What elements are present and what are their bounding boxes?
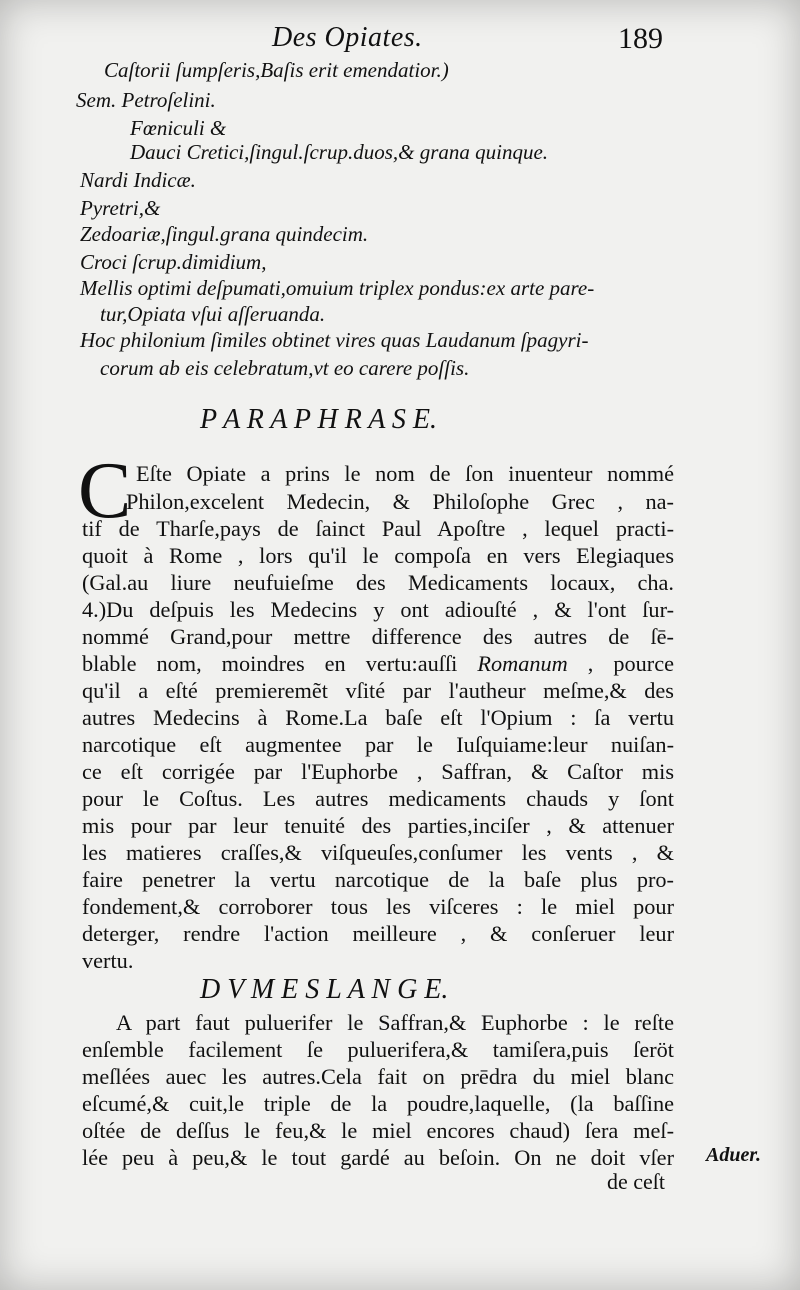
body-line: quoit à Rome , lors qu'il le compoſa en vers Elegiaques	[82, 543, 674, 568]
body-line: pour le Coſtus. Les autres medicaments chauds y ſont	[82, 786, 674, 811]
recipe-line: Sem. Petroſelini.	[76, 88, 216, 112]
body-line: 4.)Du deſpuis les Medecins y ont adiouſté , & l'ont ſur-	[82, 597, 674, 622]
body-line: qu'il a eſté premieremẽt vſité par l'autheur meſme,& des	[82, 678, 674, 703]
body-line: meſlées auec les autres.Cela fait on prēdra du miel blanc	[82, 1064, 674, 1089]
recipe-line: Zedoariæ,ſingul.grana quindecim.	[80, 222, 369, 246]
margin-note: Aduer.	[706, 1144, 762, 1166]
body-line: nommé Grand,pour mettre difference des autres de ſē-	[82, 624, 674, 649]
recipe-line: Dauci Cretici,ſingul.ſcrup.duos,& grana quinque.	[130, 140, 549, 164]
recipe-line: tur,Opiata vſui aſſeruanda.	[100, 302, 326, 326]
body-line: eſcumé,& cuit,le triple de la poudre,laquelle, (la baſſine	[82, 1091, 674, 1116]
body-line: deterger, rendre l'action meilleure , & conſeruer leur	[82, 921, 674, 946]
recipe-line: Fœniculi &	[130, 116, 227, 140]
body-line: tif de Tharſe,pays de ſainct Paul Apoſtre , lequel practi-	[82, 516, 674, 541]
recipe-line: Nardi Indicæ.	[80, 168, 196, 192]
page-number: 189	[618, 22, 663, 55]
running-header: Des Opiates.	[272, 22, 423, 53]
recipe-line: Croci ſcrup.dimidium,	[80, 250, 267, 274]
body-line: A part faut puluerifer le Saffran,& Euphorbe : le reſte	[116, 1010, 674, 1035]
paraphrase-heading: P A R A P H R A S E.	[200, 404, 438, 435]
body-text: , pource	[587, 651, 674, 676]
body-line: lée peu à peu,& le tout gardé au beſoin. On ne doit vſer	[82, 1145, 674, 1170]
body-line: mis pour par leur tenuité des parties,inciſer , & attenuer	[82, 813, 674, 838]
body-line: autres Medecins à Rome.La baſe eſt l'Opium : ſa vertu	[82, 705, 674, 730]
body-line: ce eſt corrigée par l'Euphorbe , Saffran, & Caſtor mis	[82, 759, 674, 784]
latin-term: Romanum	[477, 651, 568, 676]
body-line: vertu.	[82, 948, 134, 973]
recipe-line: corum ab eis celebratum,vt eo carere poſſis.	[100, 356, 470, 380]
body-line: Eſte Opiate a prins le nom de ſon inuenteur nommé	[136, 461, 674, 486]
recipe-line: Hoc philonium ſimiles obtinet vires quas Laudanum ſpagyri-	[80, 328, 589, 352]
body-text: blable nom, moindres en vertu:auſſi	[82, 651, 458, 676]
catchword: de ceſt	[607, 1169, 666, 1194]
body-line	[82, 650, 674, 677]
body-line: faire penetrer la vertu narcotique de la baſe plus pro-	[82, 867, 674, 892]
body-line: oſtée de deſſus le feu,& le miel encores chaud) ſera meſ-	[82, 1118, 674, 1143]
body-line: enſemble facilement ſe puluerifera,& tamiſera,puis ſeröt	[82, 1037, 674, 1062]
body-line: (Gal.au liure neufuieſme des Medicaments locaux, cha.	[82, 570, 674, 595]
body-line: fondement,& corroborer tous les viſceres : le miel pour	[82, 894, 674, 919]
recipe-line: Caſtorii ſumpſeris,Baſis erit emendatior.)	[104, 58, 449, 82]
recipe-line: Mellis optimi deſpumati,omuium triplex pondus:ex arte pare-	[80, 276, 595, 300]
drop-cap: C	[78, 447, 132, 535]
body-line: les matieres craſſes,& viſqueuſes,conſumer les vents , &	[82, 840, 674, 865]
body-line: narcotique eſt augmentee par le Iuſquiame:leur nuiſan-	[82, 732, 674, 757]
body-line: Philon,excelent Medecin, & Philoſophe Grec , na-	[126, 489, 674, 514]
recipe-line: Pyretri,&	[80, 196, 161, 220]
meslange-heading: D V M E S L A N G E.	[200, 974, 449, 1005]
